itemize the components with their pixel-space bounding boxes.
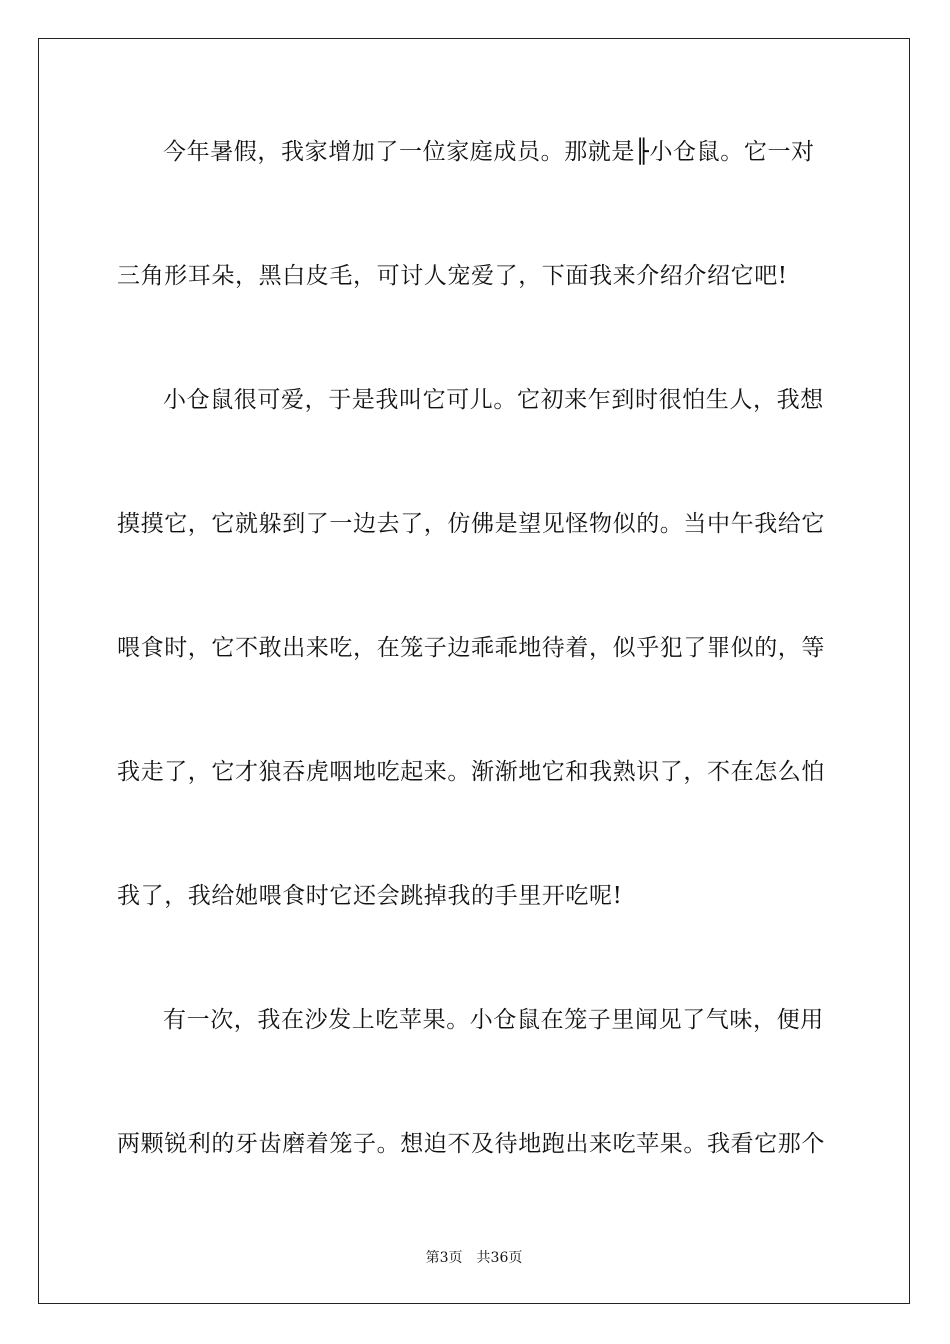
page-total: 共36页	[476, 1250, 523, 1266]
paragraph-line: 我走了，它才狼吞虎咽地吃起来。渐渐地它和我熟识了，不在怎么怕	[117, 759, 825, 785]
paragraph-line: 有一次，我在沙发上吃苹果。小仓鼠在笼子里闻见了气味，便用	[163, 1007, 824, 1033]
paragraph-line: 今年暑假，我家增加了一位家庭成员。那就是╟小仓鼠。它一对	[163, 139, 815, 165]
paragraph-line: 喂食时，它不敢出来吃，在笼子边乖乖地待着，似乎犯了罪似的，等	[117, 635, 825, 661]
paragraph-line: 三角形耳朵，黑白皮毛，可讨人宠爱了，下面我来介绍介绍它吧!	[117, 263, 788, 289]
paragraph-line: 两颗锐利的牙齿磨着笼子。想迫不及待地跑出来吃苹果。我看它那个	[117, 1131, 825, 1157]
paragraph-line: 摸摸它，它就躲到了一边去了，仿佛是望见怪物似的。当中午我给它	[117, 511, 825, 537]
page-number: 第3页	[425, 1250, 463, 1266]
paragraph-line: 我了，我给她喂食时它还会跳掉我的手里开吃呢!	[117, 883, 623, 909]
paragraph-line: 小仓鼠很可爱，于是我叫它可儿。它初来乍到时很怕生人，我想	[163, 387, 824, 413]
page-footer	[39, 1247, 909, 1267]
document-page	[38, 38, 910, 1304]
